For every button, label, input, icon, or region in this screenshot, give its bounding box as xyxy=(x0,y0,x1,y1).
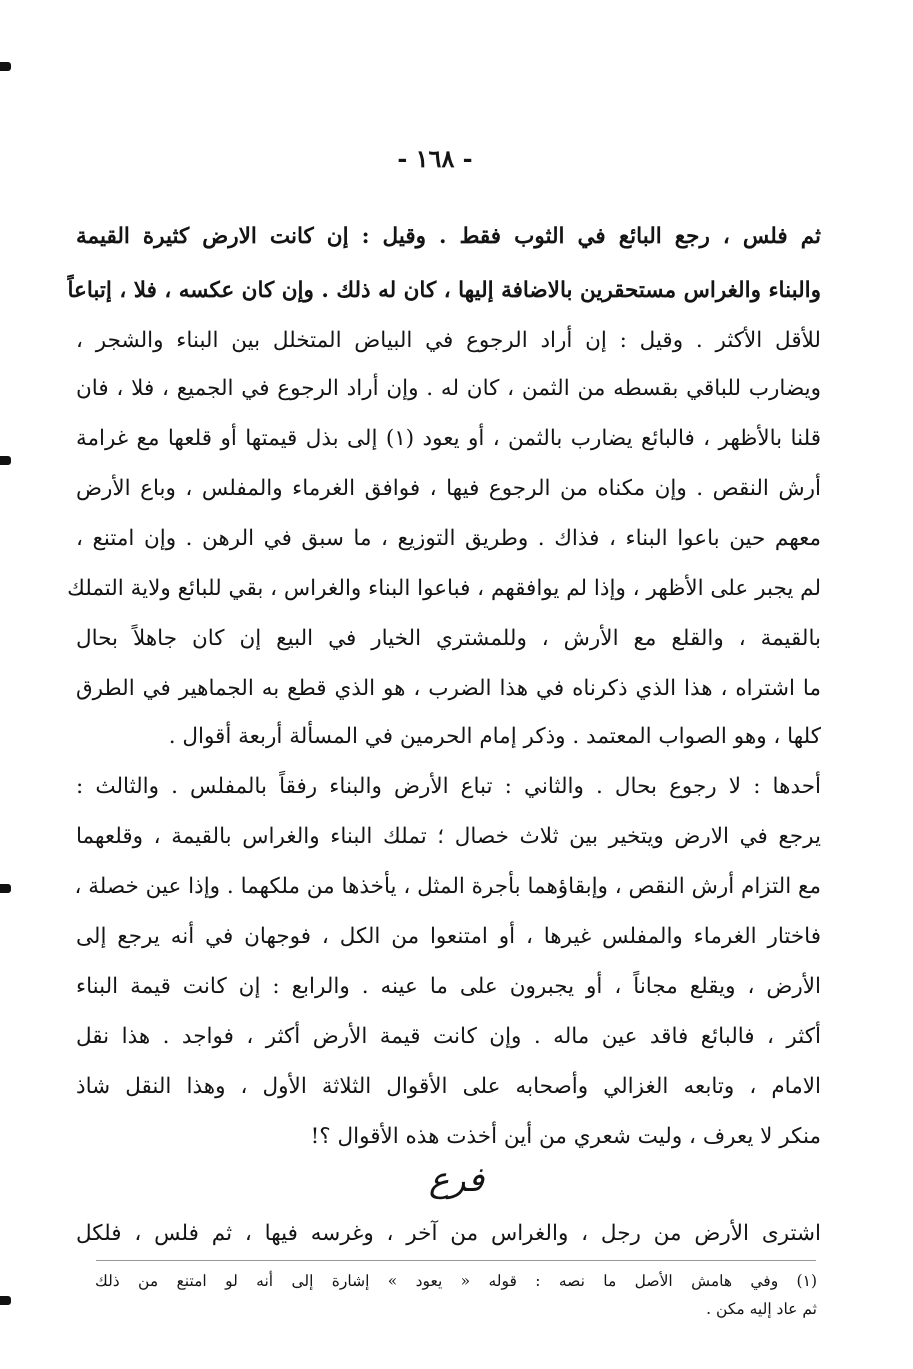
body-line: قلنا بالأظهر ، فالبائع يضارب بالثمن ، أو يعود (١) إلى بذل قيمتها أو قلعها مع غرامة xyxy=(76,426,821,451)
body-line: والبناء والغراس مستحقرين بالاضافة إليها ، كان له ذلك . وإن كان عكسه ، فلا ، إتباعاً xyxy=(67,278,821,303)
section-heading: فرع xyxy=(428,1160,485,1200)
body-line: ثم فلس ، رجع البائع في الثوب فقط . وقيل : إن كانت الارض كثيرة القيمة xyxy=(76,224,821,249)
body-line: كلها ، وهو الصواب المعتمد . وذكر إمام الحرمين في المسألة أربعة أقوال . xyxy=(168,724,821,749)
body-line: الامام ، وتابعه الغزالي وأصحابه على الأقوال الثلاثة الأول ، وهذا النقل شاذ xyxy=(76,1074,821,1099)
scan-edge-mark xyxy=(0,456,11,465)
footnote-divider xyxy=(96,1260,816,1261)
body-line: ما اشتراه ، هذا الذي ذكرناه في هذا الضرب ، هو الذي قطع به الجماهير في الطرق xyxy=(76,676,821,701)
body-line: ويضارب للباقي بقسطه من الثمن ، كان له . وإن أراد الرجوع في الجميع ، فلا ، فان xyxy=(76,376,821,401)
footnote-line: ثم عاد إليه مكن . xyxy=(706,1300,817,1318)
page-number: - ١٦٨ - xyxy=(397,144,473,173)
scan-edge-mark xyxy=(0,62,11,71)
body-line: يرجع في الارض ويتخير بين ثلاث خصال ؛ تملك البناء والغراس بالقيمة ، وقلعهما xyxy=(76,824,821,849)
body-line: منكر لا يعرف ، وليت شعري من أين أخذت هذه الأقوال ؟! xyxy=(310,1124,821,1149)
body-line: فاختار الغرماء والمفلس غيرها ، أو امتنعوا من الكل ، فوجهان في أنه يرجع إلى xyxy=(76,924,821,949)
body-line: للأقل الأكثر . وقيل : إن أراد الرجوع في البياض المتخلل بين البناء والشجر ، xyxy=(76,328,821,353)
body-line: معهم حين باعوا البناء ، فذاك . وطريق التوزيع ، ما سبق في الرهن . وإن امتنع ، xyxy=(76,526,821,551)
body-line: أكثر ، فالبائع فاقد عين ماله . وإن كانت قيمة الأرض أكثر ، فواجد . هذا نقل xyxy=(76,1024,821,1049)
section-line: اشترى الأرض من رجل ، والغراس من آخر ، وغرسه فيها ، ثم فلس ، فلكل xyxy=(76,1221,821,1246)
body-line: لم يجبر على الأظهر ، وإذا لم يوافقهم ، فباعوا البناء والغراس ، بقي للبائع ولاية التملك xyxy=(67,576,821,601)
body-line: أحدها : لا رجوع بحال . والثاني : تباع الأرض والبناء رفقاً بالمفلس . والثالث : xyxy=(76,774,821,799)
body-line: مع التزام أرش النقص ، وإبقاؤهما بأجرة المثل ، يأخذها من ملكهما . وإذا عين خصلة ، xyxy=(74,874,821,899)
body-line: بالقيمة ، والقلع مع الأرش ، وللمشتري الخيار في البيع إن كان جاهلاً بحال xyxy=(76,626,821,651)
body-line: الأرض ، ويقلع مجاناً ، أو يجبرون على ما عينه . والرابع : إن كانت قيمة البناء xyxy=(76,974,821,999)
scan-edge-mark xyxy=(0,1296,11,1305)
footnote-line: (١) وفي هامش الأصل ما نصه : قوله « يعود » إشارة إلى أنه لو امتنع من ذلك xyxy=(95,1272,817,1290)
scan-edge-mark xyxy=(0,884,11,893)
body-line: أرش النقص . وإن مكناه من الرجوع فيها ، فوافق الغرماء والمفلس ، وباع الأرض xyxy=(76,476,821,501)
